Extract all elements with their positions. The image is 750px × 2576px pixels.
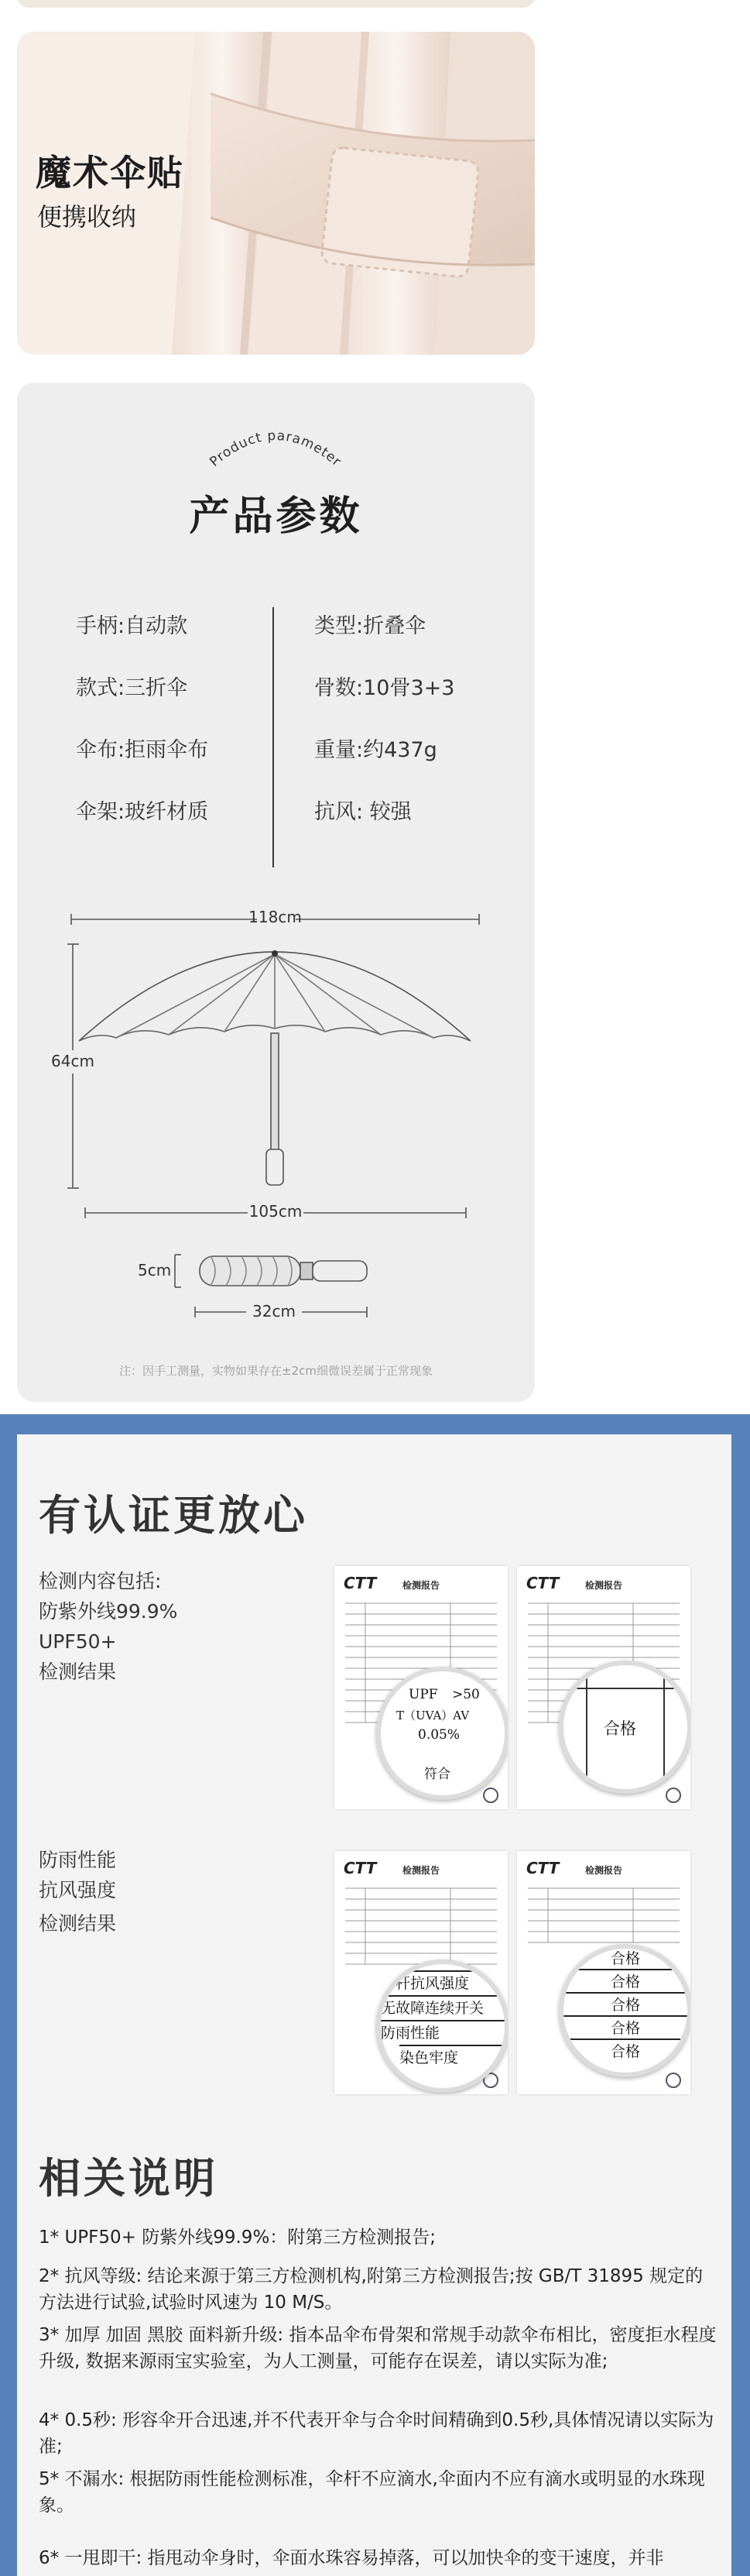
magnifier-results <box>559 1944 690 2077</box>
cert-label: 防紫外线99.9% <box>39 1600 178 1623</box>
magic-strap-card <box>17 32 535 355</box>
param-weight: 重量:约437g <box>314 738 437 762</box>
folded-diameter-label: 5cm <box>138 1261 172 1279</box>
height-label: 64cm <box>51 1052 94 1070</box>
open-width-label: 118cm <box>248 908 302 926</box>
explanation-item: 3* 加厚 加固 黑胶 面料新升级: 指本品伞布骨架和常规手动款伞布相比，密度拒水程度升级, 数据来源雨宝实验室，为人工测量，可能存在误差，请以实际为准; <box>39 2325 717 2372</box>
explanation-item: 6* 一甩即干: 指甩动伞身时，伞面水珠容易掉落，可以加快伞的变干速度，并非 <box>39 2548 664 2568</box>
ctt-logo: CTT <box>344 1859 377 1877</box>
report-title: 检测报告 <box>584 1580 622 1591</box>
t-uva-label: T（UVA）AV <box>396 1709 470 1722</box>
param-handle: 手柄:自动款 <box>76 614 188 638</box>
cert-label: 防雨性能 <box>39 1849 117 1871</box>
report-title: 检测报告 <box>584 1865 622 1876</box>
cert-label: 检测内容包括: <box>39 1570 162 1592</box>
cert-label: 检测结果 <box>39 1912 117 1935</box>
explanation-item: 1* UPF50+ 防紫外线99.9%：附第三方检测报告; <box>39 2227 437 2248</box>
ctt-logo: CTT <box>526 1574 560 1592</box>
test-report-image <box>334 1851 508 2094</box>
pass-result: 合格 <box>604 1719 636 1738</box>
report-title: 检测报告 <box>402 1580 440 1591</box>
magnifier-upf <box>376 1667 508 1800</box>
param-ribs: 骨数:10骨3+3 <box>314 676 455 700</box>
test-item: 伞杆抗风强度 <box>381 1970 505 1993</box>
magnifier-pass <box>559 1661 690 1794</box>
ctt-logo: CTT <box>526 1859 560 1877</box>
english-heading: Product parameter <box>207 428 344 470</box>
cert-label: 检测结果 <box>39 1661 117 1683</box>
magic-strap-title: 魔术伞贴 <box>36 152 184 194</box>
result-item: 合格 <box>563 1946 687 1968</box>
param-style: 款式:三折伞 <box>76 676 188 700</box>
explanation-item: 5* 不漏水: 根据防雨性能检测标准，伞杆不应滴水,伞面内不应有滴水或明显的水珠现象。 <box>39 2469 705 2516</box>
ctt-logo: CTT <box>344 1574 377 1592</box>
measurement-note: 注：因手工测量，实物如果存在±2cm细微误差属于正常现象 <box>119 1364 433 1378</box>
explanation-item: 2* 抗风等级: 结论来源于第三方检测机构,附第三方检测报告;按 GB/T 31895 规定的方法进行试验,试验时风速为 10 M/S。 <box>39 2266 704 2313</box>
param-wind: 抗风: 较强 <box>314 800 412 824</box>
previous-card-edge <box>17 0 535 8</box>
explanation-item: 4* 0.5秒: 形容伞开合迅速,并不代表开伞与合伞时间精确到0.5秒,具体情况请以实际为准; <box>39 2410 714 2457</box>
upf-value: >50 <box>452 1687 480 1702</box>
test-report-image <box>517 1851 690 2094</box>
upf-result: 符合 <box>424 1767 450 1782</box>
param-type: 类型:折叠伞 <box>314 614 426 638</box>
explanations-title: 相关说明 <box>39 2154 218 2203</box>
certification-panel <box>17 1434 731 2576</box>
test-report-image <box>517 1566 690 1809</box>
magic-strap-subtitle: 便携收纳 <box>37 202 137 232</box>
test-item: 无故障连续开关 <box>381 1995 505 2018</box>
result-item: 合格 <box>563 1969 687 1991</box>
t-uva-value: 0.05% <box>418 1727 461 1743</box>
result-item: 合格 <box>563 1992 687 2014</box>
params-title: 产品参数 <box>189 493 363 540</box>
result-item: 合格 <box>563 2015 687 2038</box>
test-report-image <box>334 1566 508 1809</box>
param-fabric: 伞布:拒雨伞布 <box>76 738 209 762</box>
span-label: 105cm <box>248 1202 303 1221</box>
certification-title: 有认证更放心 <box>39 1491 308 1540</box>
test-item: 染色牢度 <box>399 2045 508 2067</box>
upf-label: UPF <box>409 1687 438 1702</box>
cert-label: UPF50+ <box>39 1630 117 1653</box>
param-frame: 伞架:玻纤材质 <box>76 800 209 824</box>
umbrella-dimension-diagram <box>17 383 535 1402</box>
report-title: 检测报告 <box>402 1865 440 1876</box>
test-item: 防雨性能 <box>381 2020 505 2042</box>
result-item: 合格 <box>563 2038 687 2061</box>
cert-label: 抗风强度 <box>39 1879 117 1901</box>
magnifier-tests <box>376 1959 508 2093</box>
product-parameters-card <box>17 383 535 1402</box>
folded-length-label: 32cm <box>252 1302 296 1321</box>
